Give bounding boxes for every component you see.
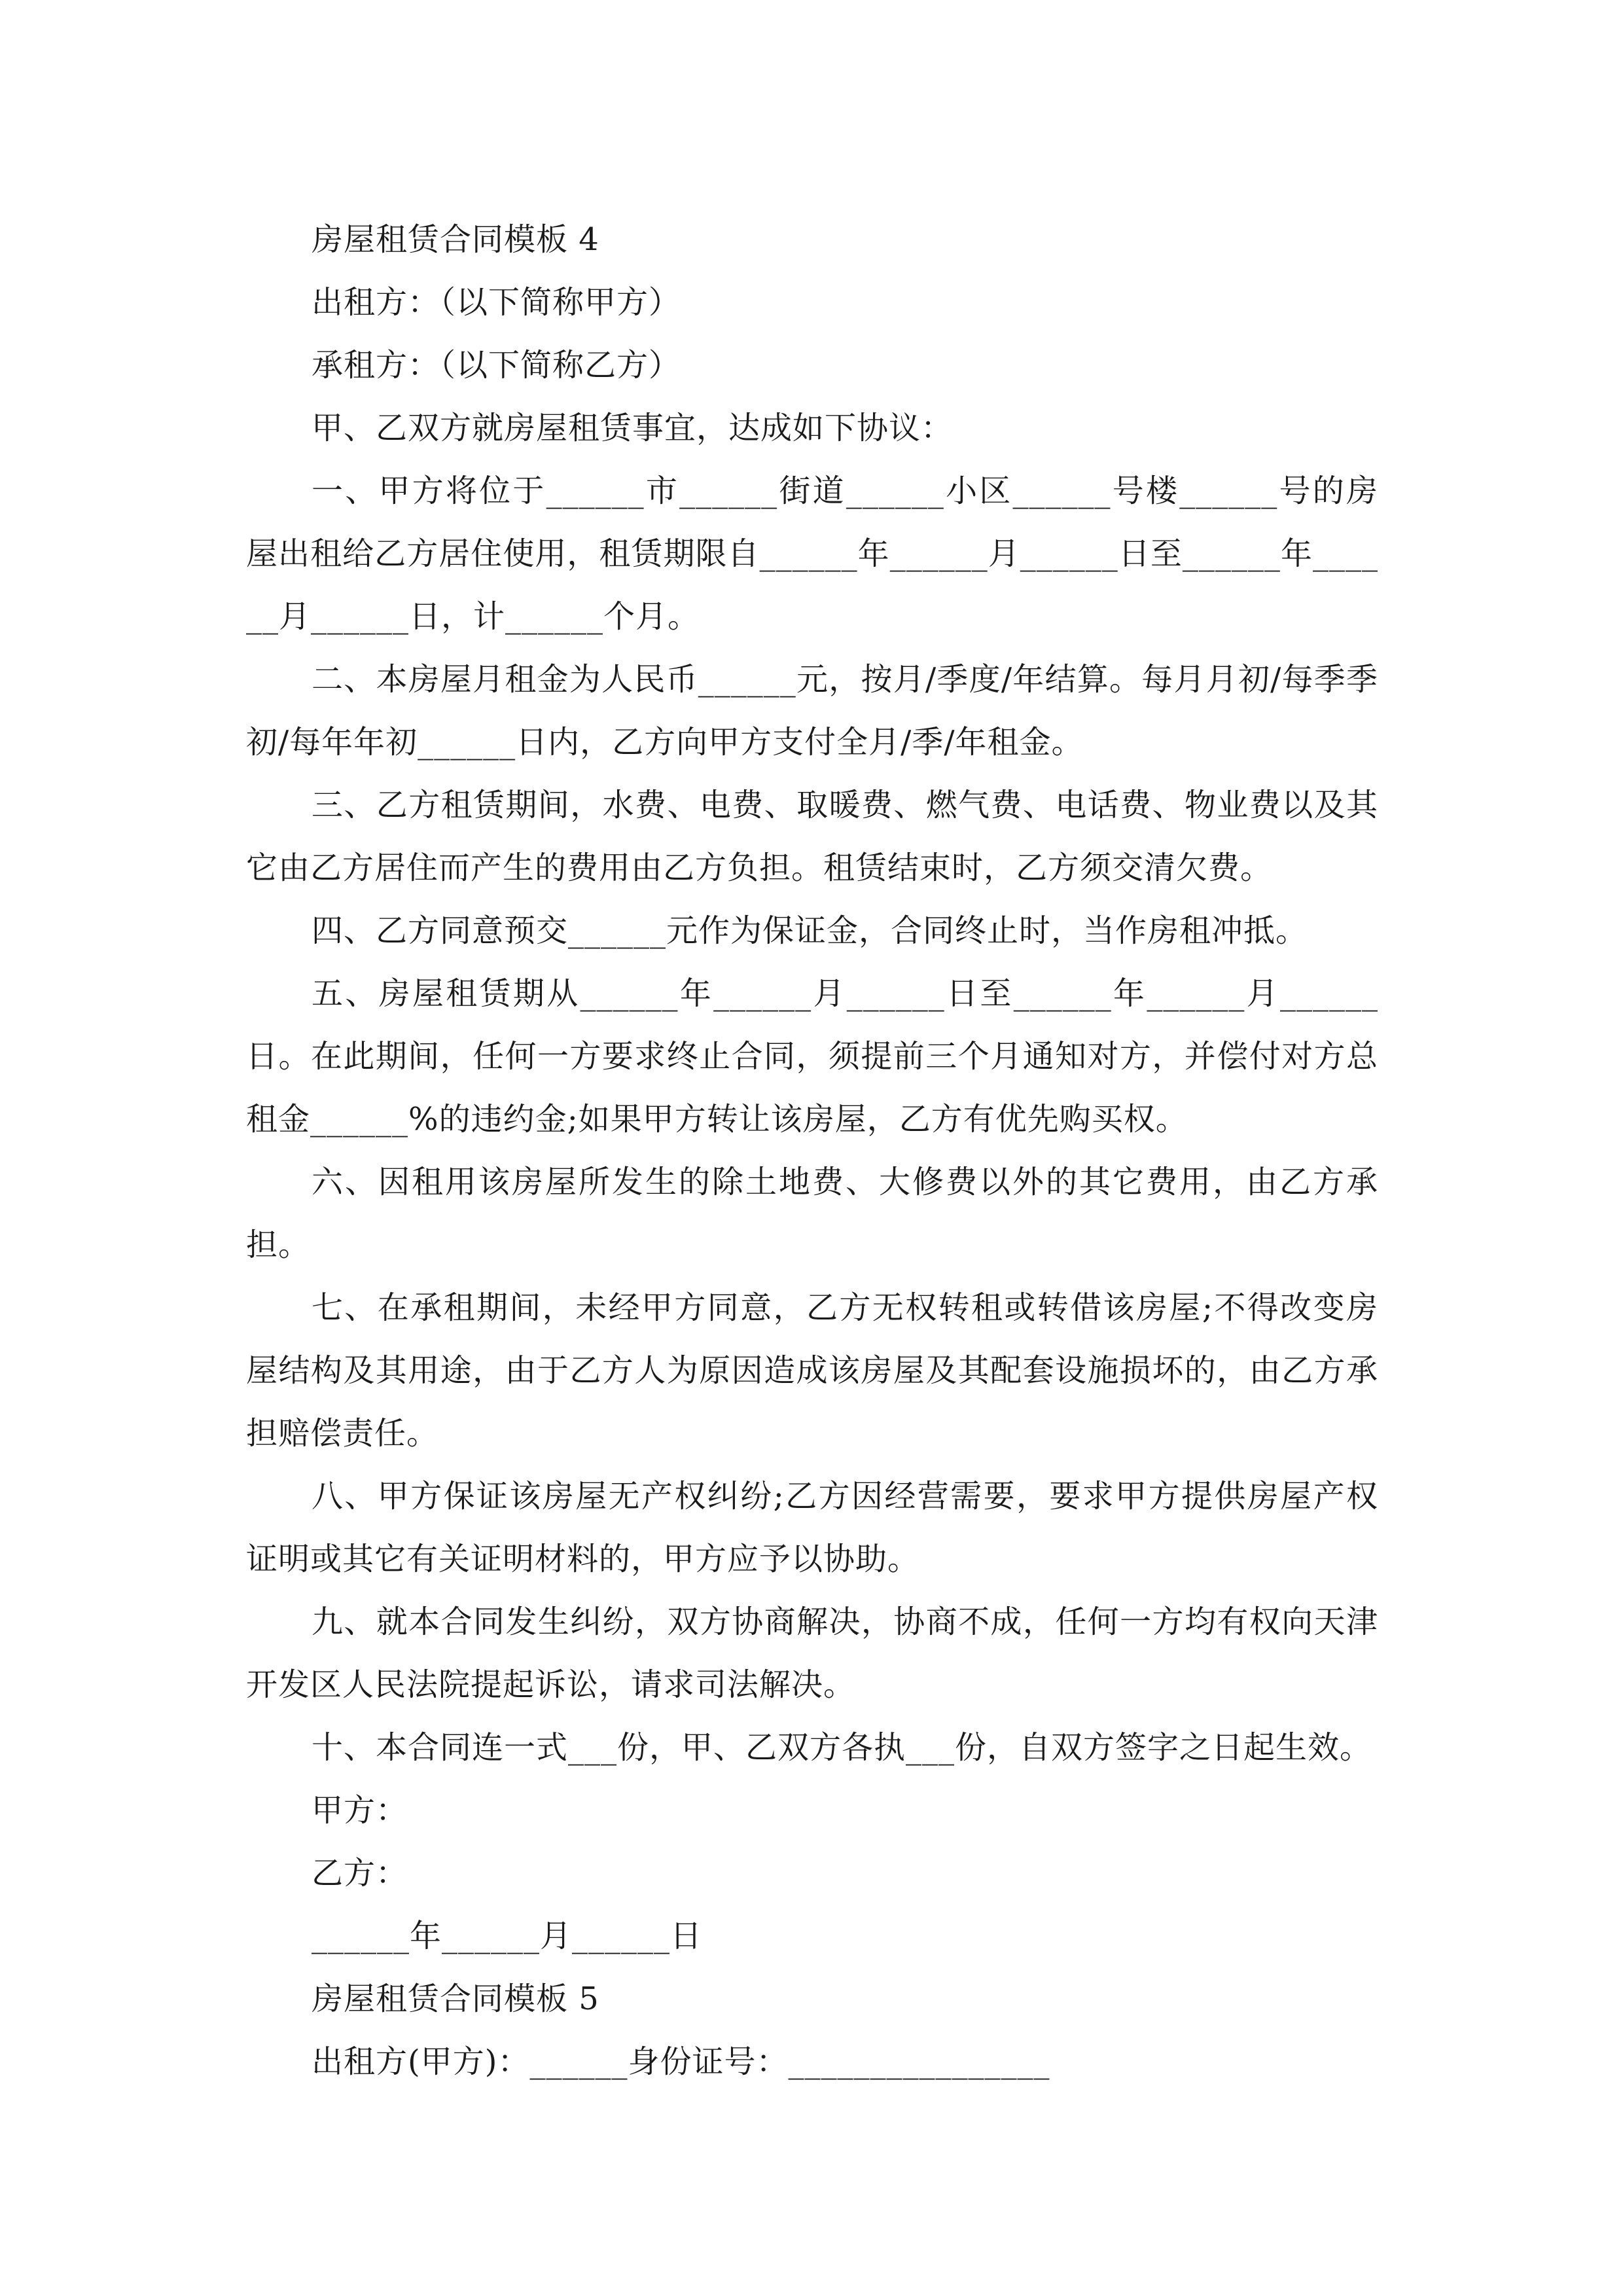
party-b-signature: 乙方： bbox=[312, 1855, 408, 1892]
clause-9: 九、就本合同发生纠纷，双方协商解决，协商不成，任何一方均有权向天津开发区人民法院提起诉讼，请求司法解决。 bbox=[246, 1604, 1378, 1703]
doc-title-template-5: 房屋租赁合同模板 5 bbox=[312, 1981, 599, 2017]
lessee-line: 承租方：（以下简称乙方） bbox=[312, 347, 681, 384]
clause-2: 二、本房屋月租金为人民币______元，按月/季度/年结算。每月月初/每季季初/每年年初______日内，乙方向甲方支付全月/季/年租金。 bbox=[246, 661, 1378, 761]
clause-7: 七、在承租期间，未经甲方同意，乙方无权转租或转借该房屋;不得改变房屋结构及其用途，由于乙方人为原因造成该房屋及其配套设施损坏的，由乙方承担赔偿责任。 bbox=[246, 1289, 1378, 1452]
clause-4: 四、乙方同意预交______元作为保证金，合同终止时，当作房租冲抵。 bbox=[312, 912, 1308, 949]
clause-5: 五、房屋租赁期从______年______月______日至______年______月______日。在此期间，任何一方要求终止合同，须提前三个月通知对方，并偿付对方总租金______%的违约金;如果甲方转让该房屋，乙方有优先购买权。 bbox=[246, 975, 1378, 1138]
clause-8: 八、甲方保证该房屋无产权纠纷;乙方因经营需要，要求甲方提供房屋产权证明或其它有关证明材料的，甲方应予以协助。 bbox=[246, 1478, 1378, 1577]
clause-3: 三、乙方租赁期间，水费、电费、取暖费、燃气费、电话费、物业费以及其它由乙方居住而产生的费用由乙方负担。租赁结束时，乙方须交清欠费。 bbox=[246, 787, 1378, 886]
signing-date: ______年______月______日 bbox=[312, 1918, 703, 1954]
agreement-intro: 甲、乙双方就房屋租赁事宜，达成如下协议： bbox=[312, 410, 954, 446]
clause-1: 一、甲方将位于______市______街道______小区______号楼______号的房屋出租给乙方居住使用，租赁期限自______年______月______日至______年______月______日，计______个月。 bbox=[246, 473, 1378, 635]
party-a-signature: 甲方： bbox=[312, 1792, 408, 1829]
lessor-line: 出租方：（以下简称甲方） bbox=[312, 284, 681, 321]
clause-10: 十、本合同连一式___份，甲、乙双方各执___份，自双方签字之日起生效。 bbox=[312, 1729, 1372, 1766]
doc-title-template-4: 房屋租赁合同模板 4 bbox=[312, 221, 599, 258]
lessor-id-line: 出租方(甲方)：______身份证号：________________ bbox=[312, 2043, 1050, 2080]
document-body bbox=[246, 208, 1378, 2093]
clause-6: 六、因租用该房屋所发生的除土地费、大修费以外的其它费用，由乙方承担。 bbox=[246, 1164, 1378, 1263]
